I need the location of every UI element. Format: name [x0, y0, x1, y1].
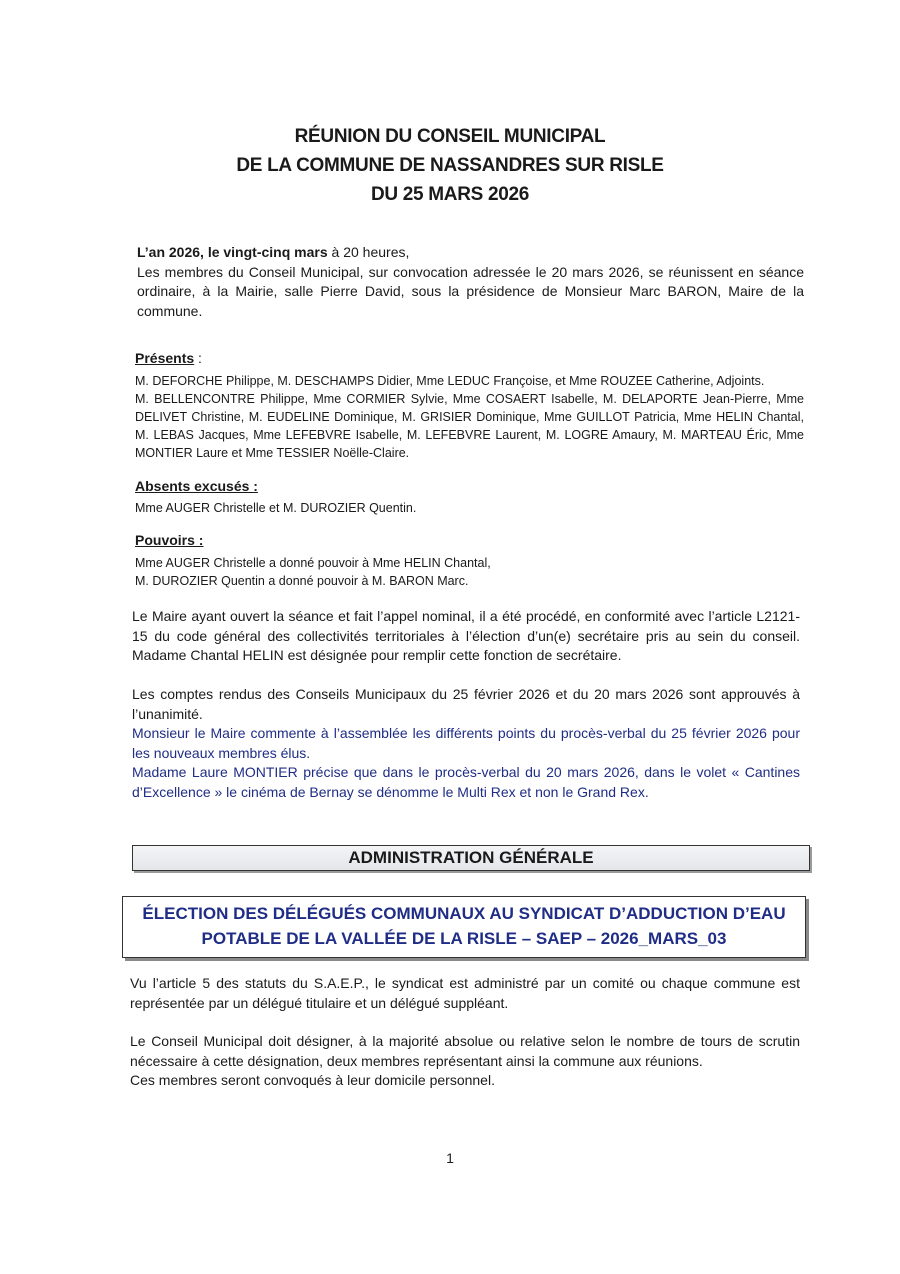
pouvoirs-section: [135, 531, 804, 590]
secretary-paragraph: Le Maire ayant ouvert la séance et fait l’appel nominal, il a été procédé, en conformité avec l’article L2121-15 du code général des collectivités territoriales à l’élection d’un(e) secrétaire pris au sein du conseil. Madame Chantal HELIN est désignée pour remplir cette fonction de secrétaire.: [132, 608, 800, 663]
title-line-3: DU 25 MARS 2026: [370, 184, 530, 205]
section-heading: ADMINISTRATION GÉNÉRALE: [348, 848, 594, 867]
presents-heading: Présents: [135, 350, 195, 366]
minutes-comment-2: Madame Laure MONTIER précise que dans le procès-verbal du 20 mars 2026, dans le volet « Cantines d’Excellence » le cinéma de Bernay se dénomme le Multi Rex et non le Grand Rex.: [132, 764, 800, 800]
absents-section: [135, 477, 804, 517]
absents-heading: Absents excusés :: [135, 478, 258, 494]
item-paragraph-3: Ces membres seront convoqués à leur domicile personnel.: [130, 1072, 495, 1088]
pouvoir-2: M. DUROZIER Quentin a donné pouvoir à M. BARON Marc.: [135, 573, 469, 588]
title-line-1: RÉUNION DU CONSEIL MUNICIPAL: [294, 126, 606, 147]
intro-section: [137, 243, 804, 321]
minutes-approval: Les comptes rendus des Conseils Municipaux du 25 février 2026 et du 20 mars 2026 sont approuvés à l’unanimité.: [132, 686, 800, 722]
agenda-item-box: [122, 896, 806, 958]
presents-members: M. BELLENCONTRE Philippe, Mme CORMIER Sylvie, Mme COSAERT Isabelle, M. DELAPORTE Jean-Pierre, Mme DELIVET Christine, M. EUDELINE Dominique, M. GRISIER Dominique, Mme GUILLOT Patricia, Mme HELIN Chantal, M. LEBAS Jacques, Mme LEFEBVRE Isabelle, M. LEFEBVRE Laurent, M. LOGRE Amaury, M. MARTEAU Éric, Mme MONTIER Laure et Mme TESSIER Noëlle-Claire.: [135, 391, 804, 460]
page-number: 1: [446, 1150, 454, 1166]
presents-section: [135, 349, 804, 462]
document-title: [0, 122, 900, 209]
presents-heading-suffix: :: [194, 350, 202, 366]
title-line-2: DE LA COMMUNE DE NASSANDRES SUR RISLE: [236, 155, 664, 176]
pouvoirs-heading: Pouvoirs :: [135, 532, 204, 548]
intro-paragraph: Les membres du Conseil Municipal, sur convocation adressée le 20 mars 2026, se réunissent en séance ordinaire, à la Mairie, salle Pierre David, sous la présidence de Monsieur Marc BARON, Maire de la commune.: [137, 263, 804, 319]
minutes-comment-1: Monsieur le Maire commente à l’assemblée les différents points du procès-verbal du 25 février 2026 pour les nouveaux membres élus.: [132, 725, 800, 761]
section-heading-box: [132, 845, 810, 871]
agenda-item-body: [130, 974, 800, 1091]
item-paragraph-1: Vu l’article 5 des statuts du S.A.E.P., le syndicat est administré par un comité ou chaque commune est représentée par un délégué titulaire et un délégué suppléant.: [130, 975, 800, 1011]
pouvoir-1: Mme AUGER Christelle a donné pouvoir à Mme HELIN Chantal,: [135, 555, 491, 570]
meeting-date: [137, 243, 804, 263]
agenda-item-title-line-2: POTABLE DE LA VALLÉE DE LA RISLE – SAEP – 2026_MARS_03: [201, 929, 727, 948]
meeting-date-rest: à 20 heures,: [327, 244, 410, 260]
absents-text: Mme AUGER Christelle et M. DUROZIER Quentin.: [135, 500, 417, 515]
agenda-item-title-line-1: ÉLECTION DES DÉLÉGUÉS COMMUNAUX AU SYNDICAT D’ADDUCTION D’EAU: [142, 904, 786, 923]
presents-adjoints: M. DEFORCHE Philippe, M. DESCHAMPS Didier, Mme LEDUC Françoise, et Mme ROUZEE Catherine, Adjoints.: [135, 373, 765, 388]
item-paragraph-2: Le Conseil Municipal doit désigner, à la majorité absolue ou relative selon le nombre de tours de scrutin nécessaire à cette désignation, deux membres représentant ainsi la commune aux réunions.: [130, 1033, 800, 1069]
meeting-date-bold: L’an 2026, le vingt-cinq mars: [137, 244, 328, 260]
minutes-section: [132, 685, 800, 802]
